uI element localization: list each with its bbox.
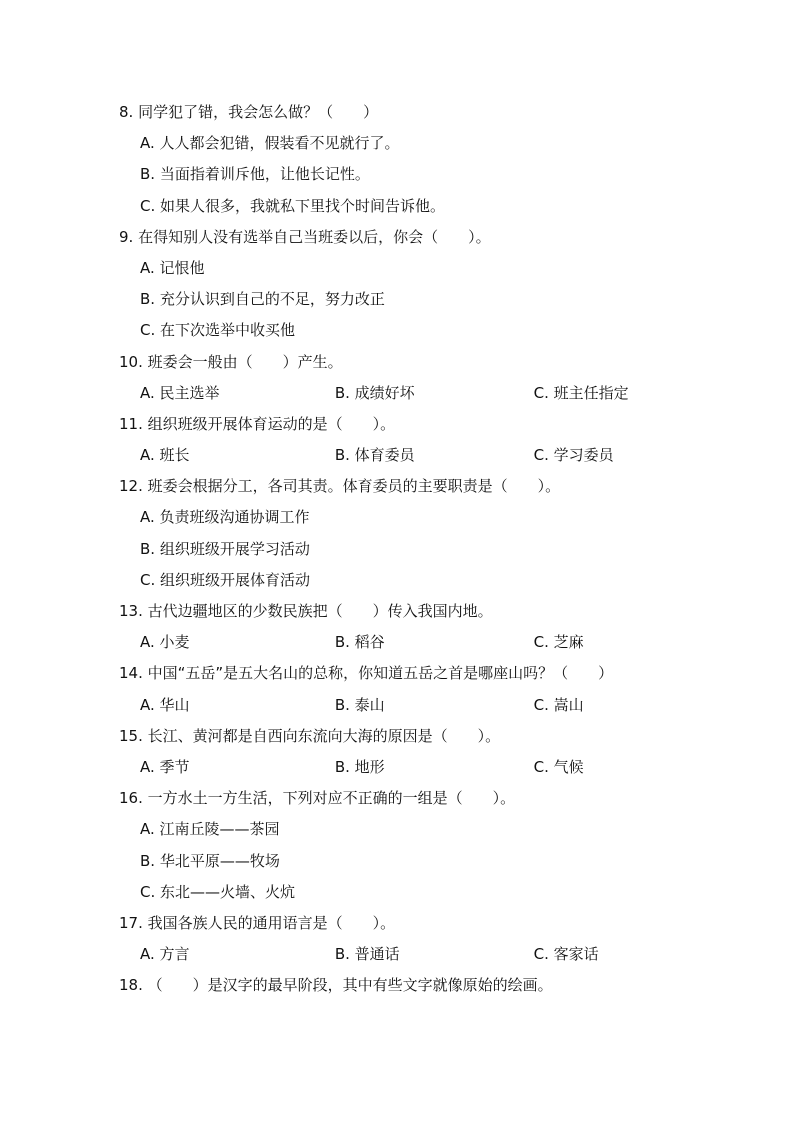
question-13-option-b: B. 稻谷: [334, 633, 385, 652]
question-13-options: [119, 627, 679, 658]
question-14-options: [119, 690, 679, 721]
question-11: 11. 组织班级开展体育运动的是（ ）。: [119, 414, 396, 433]
question-15-option-c: C. 气候: [533, 757, 584, 776]
question-11-option-a: A. 班长: [140, 446, 190, 465]
question-10-options: [119, 378, 679, 409]
question-12: 12. 班委会根据分工，各司其责。体育委员的主要职责是（ ）。: [119, 477, 561, 496]
question-17: 17. 我国各族人民的通用语言是（ ）。: [119, 913, 396, 932]
question-15-option-a: A. 季节: [140, 757, 190, 776]
question-16-option-a: A. 江南丘陵——茶园: [140, 820, 280, 839]
question-15-options: [119, 752, 679, 783]
question-11-option-c: C. 学习委员: [533, 446, 614, 465]
question-8: 8. 同学犯了错，我会怎么做？（ ）: [119, 103, 379, 121]
question-17-options: [119, 939, 679, 970]
question-14: 14. 中国“五岳”是五大名山的总称，你知道五岳之首是哪座山吗？（ ）: [119, 664, 614, 683]
question-17-option-b: B. 普通话: [334, 945, 400, 964]
question-17-option-c: C. 客家话: [533, 945, 599, 964]
question-16-option-b: B. 华北平原——牧场: [140, 851, 280, 870]
question-10: 10. 班委会一般由（ ）产生。: [119, 352, 343, 371]
question-14-option-b: B. 泰山: [334, 695, 385, 714]
question-13-option-c: C. 芝麻: [533, 633, 584, 652]
question-11-option-b: B. 体育委员: [334, 446, 415, 465]
question-list: [119, 97, 679, 1001]
question-15: 15. 长江、黄河都是自西向东流向大海的原因是（ ）。: [119, 726, 501, 745]
question-12-option-a: A. 负责班级沟通协调工作: [140, 508, 310, 527]
question-9-option-b: B. 充分认识到自己的不足，努力改正: [140, 290, 385, 309]
question-18: 18. （ ）是汉字的最早阶段，其中有些文字就像原始的绘画。: [119, 976, 553, 995]
question-11-options: [119, 440, 679, 471]
question-15-option-b: B. 地形: [334, 757, 385, 776]
question-8-option-a: A. 人人都会犯错，假装看不见就行了。: [140, 134, 400, 153]
question-17-option-a: A. 方言: [140, 945, 190, 964]
question-8-option-b: B. 当面指着训斥他，让他长记性。: [140, 165, 370, 184]
question-9-option-c: C. 在下次选举中收买他: [140, 321, 296, 340]
question-16-option-c: C. 东北——火墙、火炕: [140, 882, 296, 901]
question-10-option-a: A. 民主选举: [140, 383, 220, 402]
question-13: 13. 古代边疆地区的少数民族把（ ）传入我国内地。: [119, 602, 493, 620]
question-14-option-a: A. 华山: [140, 695, 190, 714]
question-16: 16. 一方水土一方生活，下列对应不正确的一组是（ ）。: [119, 789, 516, 808]
question-9-option-a: A. 记恨他: [140, 258, 205, 277]
question-13-option-a: A. 小麦: [140, 633, 190, 652]
question-10-option-c: C. 班主任指定: [533, 383, 629, 402]
question-12-option-b: B. 组织班级开展学习活动: [140, 539, 310, 558]
question-14-option-c: C. 嵩山: [533, 695, 584, 714]
question-9: 9. 在得知别人没有选举自己当班委以后，你会（ ）。: [119, 227, 491, 246]
question-10-option-b: B. 成绩好坏: [334, 383, 415, 402]
question-8-option-c: C. 如果人很多，我就私下里找个时间告诉他。: [140, 196, 446, 215]
question-12-option-c: C. 组织班级开展体育活动: [140, 570, 311, 589]
